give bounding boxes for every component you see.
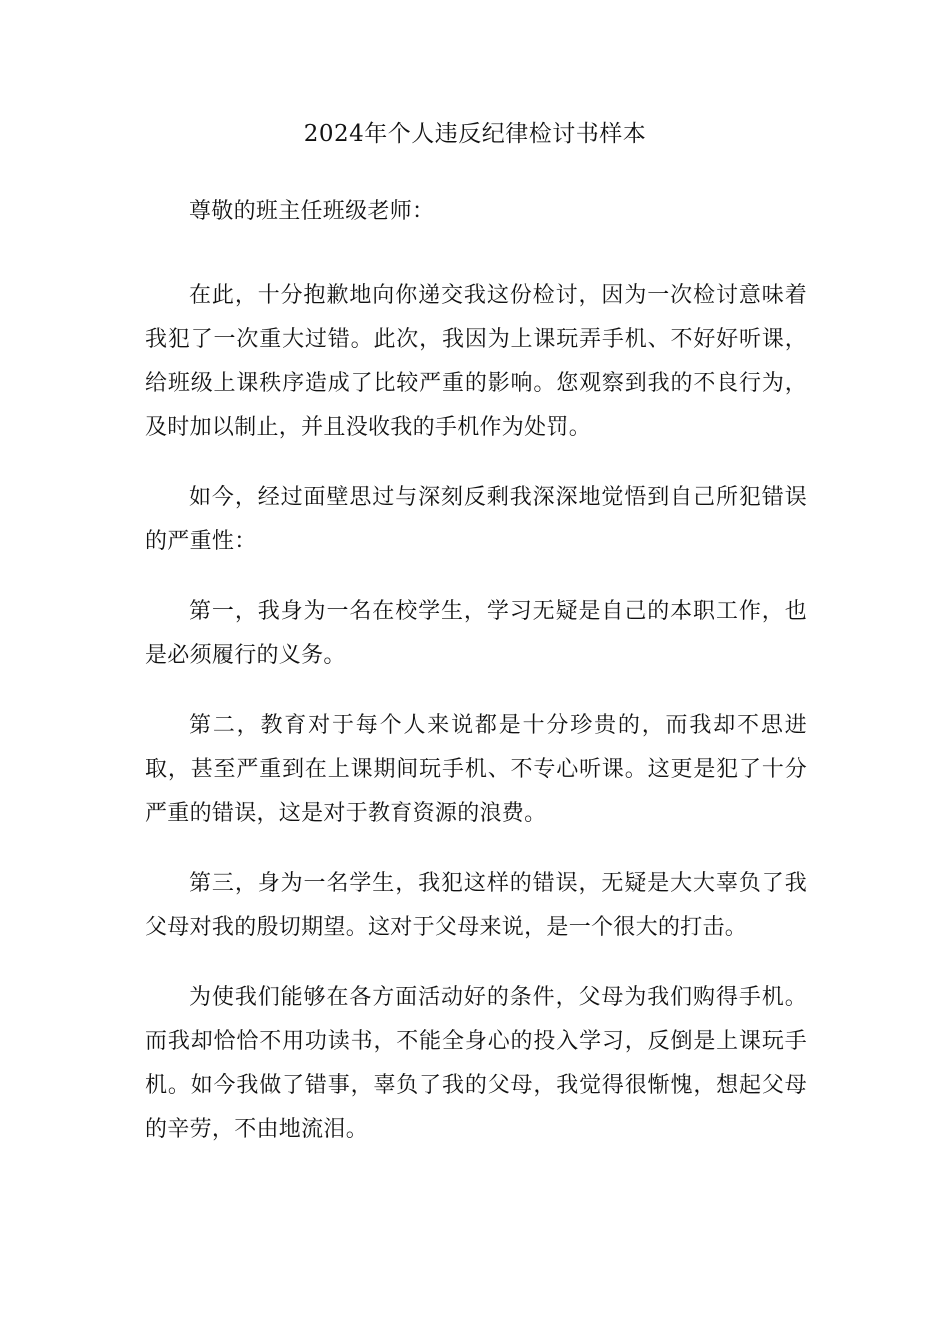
salutation: 尊敬的班主任班级老师： <box>189 199 435 224</box>
paragraph-apology: 在此，十分抱歉地向你递交我这份检讨，因为一次检讨意味着我犯了一次重大过错。此次，我因为上课玩弄手机、不好好听课，给班级上课秩序造成了比较严重的影响。您观察到我的不良行为，及时加以制止，并且没收我的手机作为处罚。 <box>145 283 807 440</box>
paragraph-point-three: 第三，身为一名学生，我犯这样的错误，无疑是大大辜负了我父母对我的殷切期望。这对于父母来说，是一个很大的打击。 <box>145 871 807 940</box>
paragraph-point-two: 第二，教育对于每个人来说都是十分珍贵的，而我却不思进取，甚至严重到在上课期间玩手机、不专心听课。这更是犯了十分严重的错误，这是对于教育资源的浪费。 <box>145 713 807 826</box>
paragraph-parents: 为使我们能够在各方面活动好的条件，父母为我们购得手机。而我却恰恰不用功读书，不能全身心的投入学习，反倒是上课玩手机。如今我做了错事，辜负了我的父母，我觉得很惭愧，想起父母的辛劳，不由地流泪。 <box>145 985 807 1142</box>
document-title: 2024年个人违反纪律检讨书样本 <box>303 121 647 147</box>
paragraph-point-one: 第一，我身为一名在校学生，学习无疑是自己的本职工作，也是必须履行的义务。 <box>145 599 807 668</box>
paragraph-realization: 如今，经过面壁思过与深刻反剩我深深地觉悟到自己所犯错误的严重性： <box>145 485 807 554</box>
document-body <box>145 190 807 1178</box>
